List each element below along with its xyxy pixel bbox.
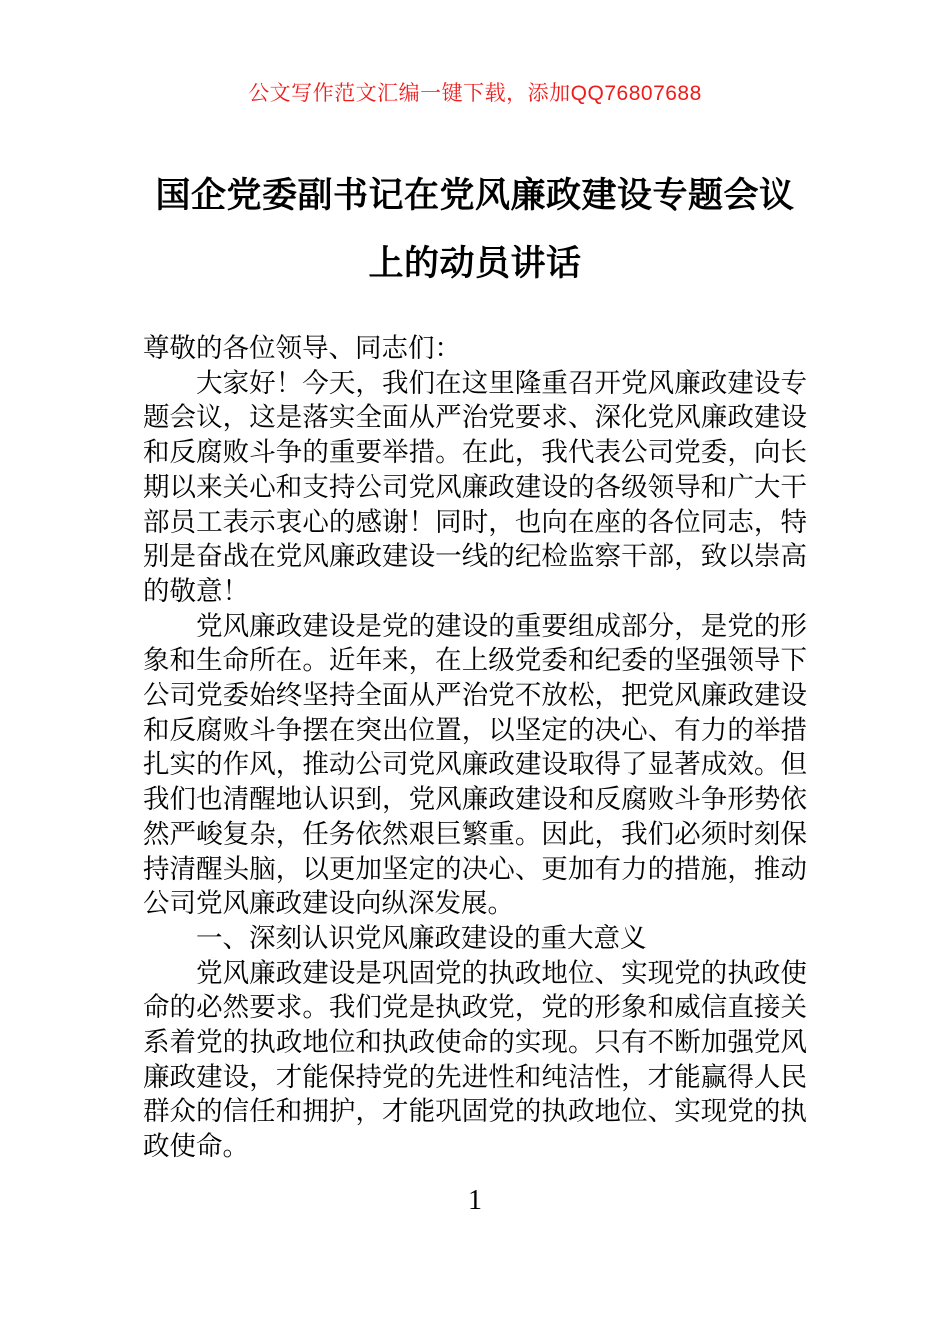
document-title <box>0 162 950 298</box>
document-title-line-2: 上的动员讲话 <box>368 244 582 283</box>
section-heading: 一、深刻认识党风廉政建设的重大意义 <box>196 922 647 953</box>
salutation: 尊敬的各位领导、同志们： <box>143 333 461 363</box>
document-title-line-1: 国企党委副书记在党风廉政建设专题会议 <box>155 176 795 215</box>
promo-banner: 公文写作范文汇编一键下载，添加QQ76807688 <box>248 82 702 105</box>
body-paragraph: 党风廉政建设是巩固党的执政地位、实现党的执政使命的必然要求。我们党是执政党，党的形象和威信直接关系着党的执政地位和执政使命的实现。只有不断加强党风廉政建设，才能保持党的先进性和纯洁性，才能赢得人民群众的信任和拥护，才能巩固党的执政地位、实现党的执政使命。 <box>143 957 807 1162</box>
body-paragraph: 党风廉政建设是党的建设的重要组成部分，是党的形象和生命所在。近年来，在上级党委和纪委的坚强领导下公司党委始终坚持全面从严治党不放松，把党风廉政建设和反腐败斗争摆在突出位置，以坚定的决心、有力的举措扎实的作风，推动公司党风廉政建设取得了显著成效。但我们也清醒地认识到，党风廉政建设和反腐败斗争形势依然严峻复杂，任务依然艰巨繁重。因此，我们必须时刻保持清醒头脑，以更加坚定的决心、更加有力的措施，推动公司党风廉政建设向纵深发展。 <box>143 610 807 919</box>
body-paragraph: 大家好！今天，我们在这里隆重召开党风廉政建设专题会议，这是落实全面从严治党要求、深化党风廉政建设和反腐败斗争的重要举措。在此，我代表公司党委，向长期以来关心和支持公司党风廉政建设的各级领导和广大干部员工表示衷心的感谢！同时，也向在座的各位同志，特别是奋战在党风廉政建设一线的纪检监察干部，致以崇高的敬意！ <box>143 367 807 606</box>
document-body <box>143 331 807 1164</box>
page-number: 1 <box>468 1185 482 1216</box>
